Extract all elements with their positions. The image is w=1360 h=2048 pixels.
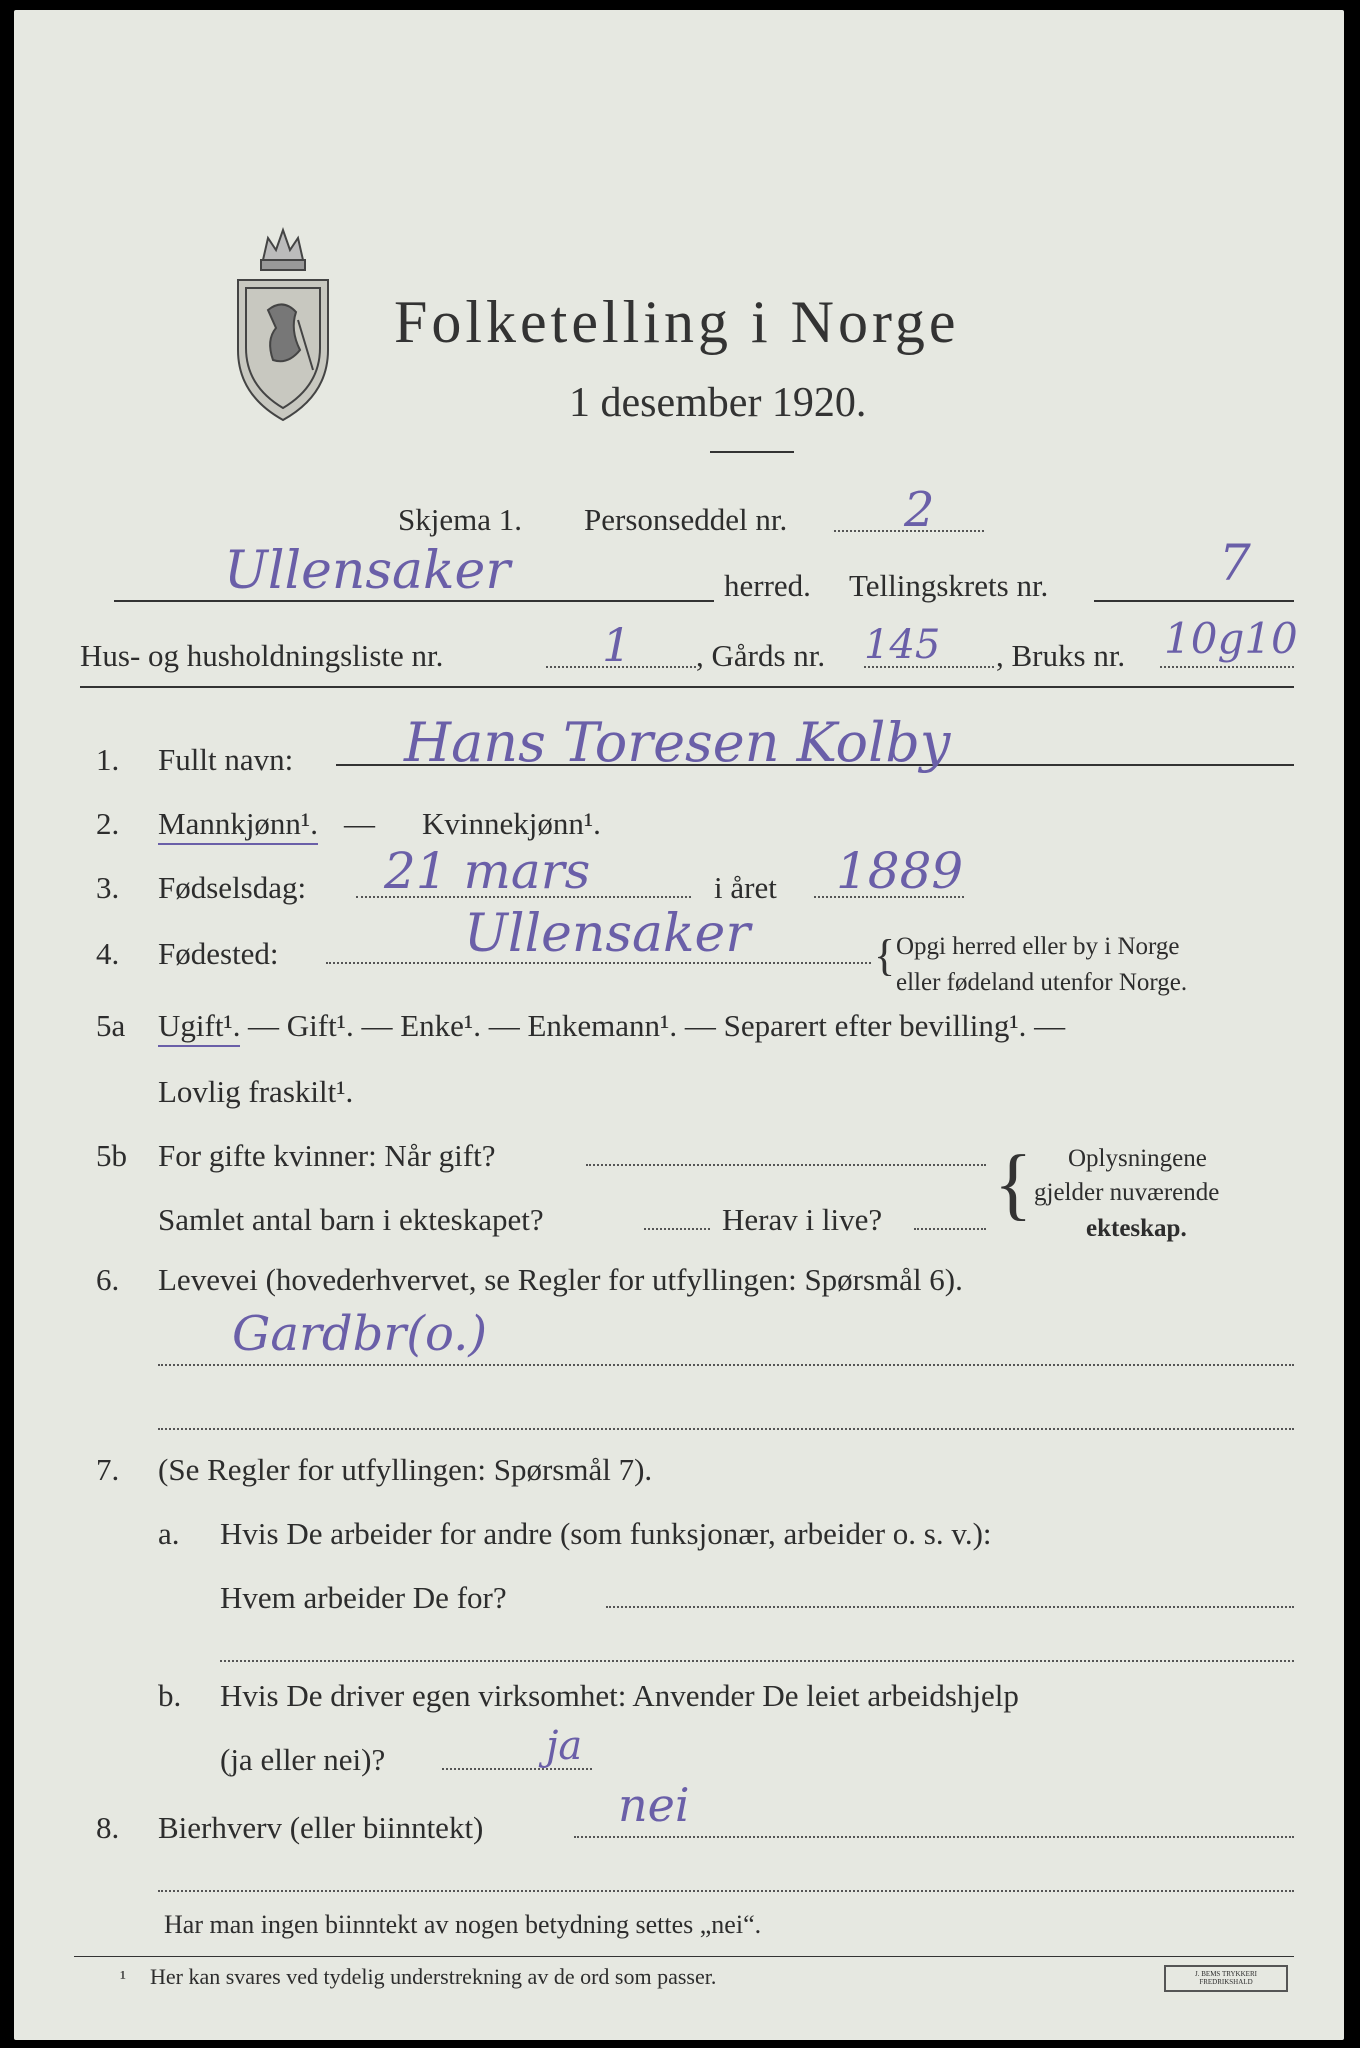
tellingskrets-line [1094,600,1294,602]
page-title: Folketelling i Norge [394,289,960,355]
q5b-line1-dots [586,1164,986,1166]
tellingskrets-value[interactable]: 7 [1219,534,1251,592]
q1-label: Fullt navn: [158,742,294,777]
q5b-line1: For gifte kvinner: Når gift? [158,1138,496,1173]
header-rule [80,686,1294,688]
q6-label: Levevei (hovederhvervet, se Regler for utfyllingen: Spørsmål 6). [158,1262,963,1297]
hus-label: Hus- og husholdningsliste nr. [80,638,444,673]
q4-note-line2: eller fødeland utenfor Norge. [896,969,1188,996]
q8-line2 [158,1890,1294,1892]
q2-number: 2. [96,806,120,841]
personseddel-label: Personseddel nr. [584,502,788,537]
q7-label: (Se Regler for utfyllingen: Spørsmål 7). [158,1452,653,1487]
personseddel-value[interactable]: 2 [904,482,935,538]
q4-note-line1: Opgi herred eller by i Norge [896,933,1180,960]
gards-value[interactable]: 145 [864,622,941,668]
q8-label: Bierhverv (eller biinntekt) [158,1810,484,1845]
birth-date-value[interactable]: 21 mars [384,842,591,900]
q2-male-option[interactable]: Mannkjønn¹. [158,808,318,845]
occupation-value[interactable]: Gardbr(o.) [232,1306,488,1362]
title-divider [710,451,794,453]
skjema-label: Skjema 1. [398,502,522,537]
q4-brace: { [874,931,896,980]
coat-of-arms-icon [228,220,338,430]
q5b-note3: ekteskap. [1086,1215,1187,1242]
q8-line [574,1836,1294,1838]
q7a-line2: Hvem arbeider De for? [220,1580,507,1615]
q2-female-option[interactable]: Kvinnekjønn¹. [422,806,601,841]
full-name-value[interactable]: Hans Toresen Kolby [404,711,951,774]
hus-value[interactable]: 1 [602,618,632,672]
gards-label: , Gårds nr. [696,638,826,673]
q3-number: 3. [96,870,120,905]
q2-separator: — [344,806,375,841]
q5b-number: 5b [96,1138,127,1173]
q7a-line2-dots [606,1606,1294,1608]
q6-line2 [158,1428,1294,1430]
q5b-note2: gjelder nuværende [1034,1179,1220,1206]
side-income-value[interactable]: nei [618,1778,690,1832]
q5a-line2: Lovlig fraskilt¹. [158,1074,354,1109]
q7b-line1: Hvis De driver egen virksomhet: Anvender De leiet arbeidshjelp [220,1678,1019,1713]
q7-number: 7. [96,1452,120,1487]
printer-mark: J. BEMS TRYKKERI FREDRIKSHALD [1164,1965,1288,1992]
bruks-value[interactable]: 10g10 [1164,614,1298,663]
birth-year-value[interactable]: 1889 [836,842,964,900]
q5b-brace: { [994,1140,1033,1228]
q7b-line2: (ja eller nei)? [220,1742,386,1777]
q7a-line1: Hvis De arbeider for andre (som funksjonær, arbeider o. s. v.): [220,1516,992,1551]
q4-number: 4. [96,936,120,971]
q7a-letter: a. [158,1516,180,1551]
hired-help-value[interactable]: ja [546,1723,583,1769]
q5b-note1: Oplysningene [1068,1145,1207,1172]
birthplace-value[interactable]: Ullensaker [464,904,751,964]
q5a-number: 5a [96,1008,126,1043]
q7a-line3-dots [220,1660,1294,1662]
q6-number: 6. [96,1262,120,1297]
footnote-text: Her kan svares ved tydelig understrekning av de ord som passer. [150,1964,717,1989]
q5b-line2a-dots [644,1228,710,1230]
q7b-letter: b. [158,1678,182,1713]
footnote-mark: ¹ [120,1967,126,1989]
tellingskrets-label: Tellingskrets nr. [849,568,1049,603]
q4-label: Fødested: [158,936,279,971]
q5a-options: — Gift¹. — Enke¹. — Enkemann¹. — Separert efter bevilling¹. — [248,1008,1066,1043]
herred-value[interactable]: Ullensaker [224,541,511,601]
q1-number: 1. [96,742,120,777]
q6-line1 [158,1364,1294,1366]
q5b-line2a: Samlet antal barn i ekteskapet? [158,1202,544,1237]
q5a-ugift-option[interactable]: Ugift¹. [158,1010,240,1047]
footnote-rule [74,1956,1294,1957]
paper-sheet [14,10,1344,2040]
q5b-line2b-dots [914,1228,986,1230]
bruks-label: , Bruks nr. [996,638,1126,673]
q3-label: Fødselsdag: [158,870,307,905]
q5b-line2b: Herav i live? [722,1202,883,1237]
footer-note: Har man ingen biinntekt av nogen betydning settes „nei“. [164,1910,762,1939]
herred-label: herred. [724,568,811,603]
census-date: 1 desember 1920. [569,380,867,426]
bruks-line [1160,666,1294,668]
q3-year-label: i året [714,870,777,905]
q8-number: 8. [96,1810,120,1845]
